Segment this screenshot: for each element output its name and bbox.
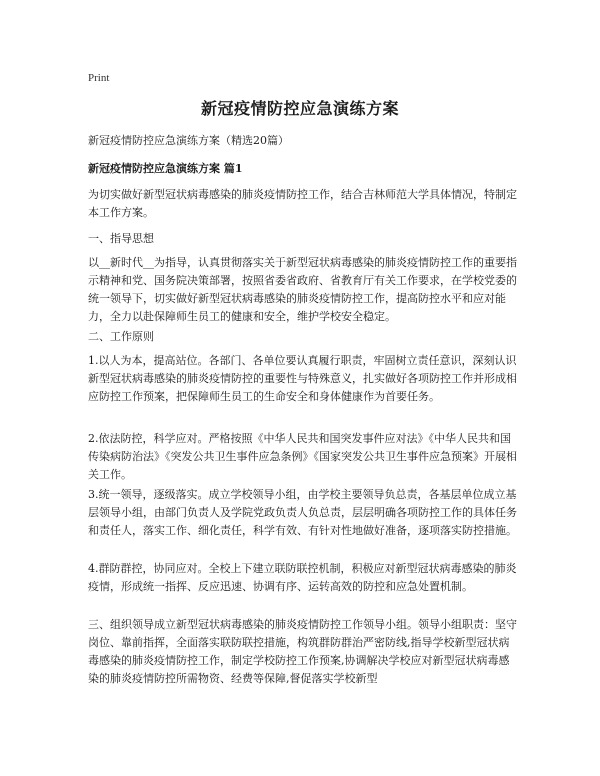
principle-2: 2.依法防控，科学应对。严格按照《中华人民共和国突发事件应对法》《中华人民共和国传染病防治法》《突发公共卫生事件应急条例》《国家突发公共卫生事件应急预案》开展相关工作。 bbox=[88, 432, 517, 481]
principle-4: 4.群防群控，协同应对。全校上下建立联防联控机制，积极应对新型冠状病毒感染的肺炎疫情，形成统一指挥、反应迅速、协调有序、运转高效的防控和应急处置机制。 bbox=[88, 562, 517, 593]
print-label: Print bbox=[88, 72, 110, 84]
document-title: 新冠疫情防控应急演练方案 bbox=[200, 99, 399, 118]
organization-paragraph: 三、组织领导成立新型冠状病毒感染的肺炎疫情防控工作领导小组。领导小组职责：坚守岗位、靠前指挥，全面落实联防联控措施，构筑群防群治严密防线,指导学校新型冠状病毒感染的肺炎疫情防控工作，制定学校防控工作预案,协调解决学校应对新型冠状病毒感染的肺炎疫情防控所需物资、经费等保障,督促落实学校新型 bbox=[88, 618, 517, 685]
document-subtitle: 新冠疫情防控应急演练方案（精选20篇） bbox=[88, 134, 289, 147]
principle-3: 3.统一领导，逐级落实。成立学校领导小组，由学校主要领导负总责，各基层单位成立基层领导小组，由部门负责人及学院党政负责人负总责，层层明确各项防控工作的具体任务和责任人，落实工作、细化责任，科学有效、有针对性地做好准备，逐项落实防控措施。 bbox=[88, 488, 517, 537]
section-1-heading: 一、指导思想 bbox=[88, 232, 154, 245]
section-heading: 新冠疫情防控应急演练方案 篇1 bbox=[88, 162, 243, 175]
principle-1: 1.以人为本，提高站位。各部门、各单位要认真履行职责，牢固树立责任意识，深刻认识新型冠状病毒感染的肺炎疫情防控的重要性与特殊意义，扎实做好各项防控工作并形成相应防控工作预案，把保障师生员工的生命安全和身体健康作为首要任务。 bbox=[88, 354, 517, 403]
intro-paragraph: 为切实做好新型冠状病毒感染的肺炎疫情防控工作，结合吉林师范大学具体情况，特制定本工作方案。 bbox=[88, 188, 517, 219]
section-1-body: 以__新时代__为指导，认真贯彻落实关于新型冠状病毒感染的肺炎疫情防控工作的重要指示精神和党、国务院决策部署，按照省委省政府、省教育厅有关工作要求，在学校党委的统一领导下，切实做好新型冠状病毒感染的肺炎疫情防控工作，提高防控水平和应对能力，全力以赴保障师生员工的健康和安全，维护学校安全稳定。 bbox=[88, 256, 517, 323]
section-2-heading: 二、工作原则 bbox=[88, 330, 154, 343]
